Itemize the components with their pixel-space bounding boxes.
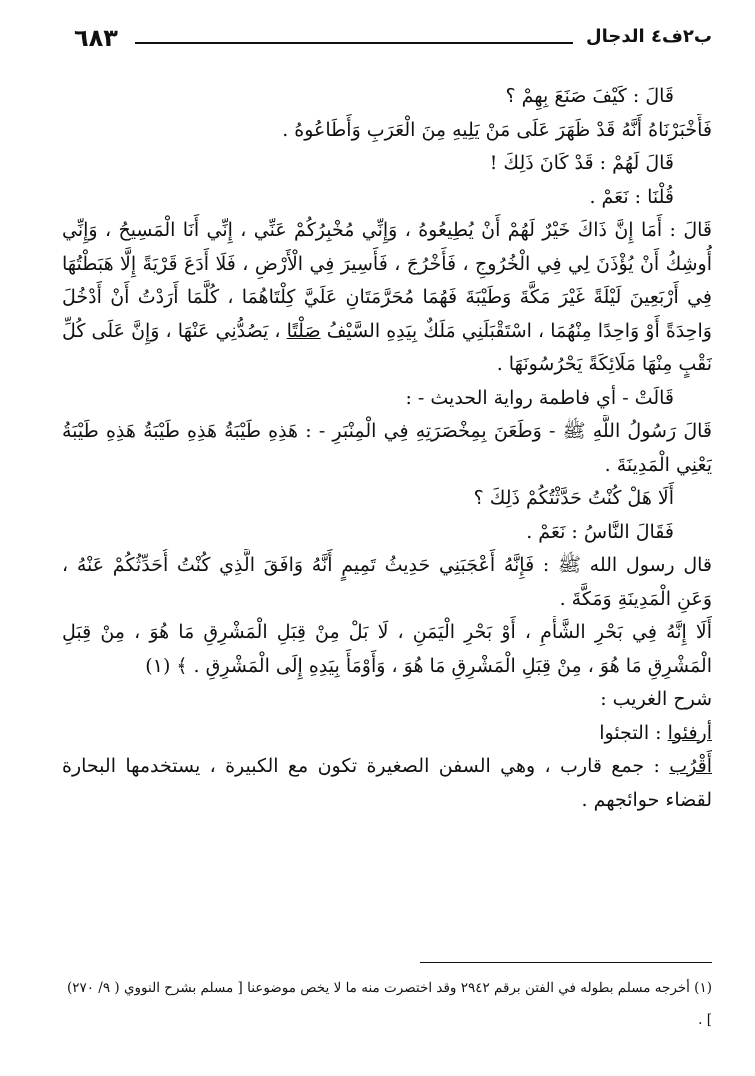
footnote: (١) أخرجه مسلم بطوله في الفتن برقم ٢٩٤٢ وقد اختصرت منه ما لا يخص موضوعنا [ مسلم بشرح النووي ( ٩/ ٢٧٠) ] . <box>66 980 712 1028</box>
paragraph-text: قَالَ : أَمَا إِنَّ ذَاكَ خَيْرٌ لَهُمْ أَنْ يُطِيعُوهُ ، وَإِنِّي مُخْبِرُكُمْ عَنِّي ، إِنِّي أَنَا الْمَسِيحُ ، وَإِنِّي أُوشِكُ أَنْ يُؤْذَنَ لِي فِي الْخُرُوجِ ، فَأَخْرُجَ ، فَأَسِيرَ فِي الْأَرْضِ ، فَلَا أَدَعَ قَرْيَةً إِلَّا هَبَطْتُهَا فِي أَرْبَعِينَ لَيْلَةً غَيْرَ مَكَّةَ وَطَيْبَةَ فَهُمَا مُحَرَّمَتَانِ عَلَيَّ كِلْتَاهُمَا ، كُلَّمَا أَرَدْتُ أَنْ أَدْخُلَ وَاحِدَةً أَوْ وَاحِدًا مِنْهُمَا ، اسْتَقْبَلَنِي مَلَكٌ بِيَدِهِ السَّيْفُ <box>62 219 712 342</box>
footnote-rule <box>420 962 712 963</box>
text-line: فَأَخْبَرْنَاهُ أَنَّهُ قَدْ ظَهَرَ عَلَى مَنْ يَلِيهِ مِنَ الْعَرَبِ وَأَطَاعُوهُ . <box>282 118 712 141</box>
paragraph: قال رسول الله ﷺ : فَإِنَّهُ أَعْجَبَنِي حَدِيثُ تَمِيمٍ أَنَّهُ وَافَقَ الَّذِي كُنْتُ أُحَدِّثُكُمْ عَنْهُ ، وَعَنِ الْمَدِينَةِ وَمَكَّةَ . <box>62 554 712 610</box>
glossary-entry <box>62 750 712 817</box>
text-line: قُلْنَا : نَعَمْ . <box>589 185 674 208</box>
text-line: أَلَا هَلْ كُنْتُ حَدَّثْتُكُمْ ذَلِكَ ؟ <box>473 487 674 509</box>
paragraph: قَالَ رَسُولُ اللَّهِ ﷺ - وَطَعَنَ بِمِخْصَرَتِهِ فِي الْمِنْبَرِ - : هَذِهِ طَيْبَةُ هَذِهِ طَيْبَةُ هَذِهِ طَيْبَةُ يَعْنِي الْمَدِينَةَ . <box>62 420 712 476</box>
text-line: قَالَتْ - أي فاطمة رواية الحديث - : <box>405 386 674 409</box>
text-line: قَالَ : كَيْفَ صَنَعَ بِهِمْ ؟ <box>505 85 674 107</box>
running-title: ب٢ف٤ الدجال <box>586 26 712 47</box>
header-rule <box>135 42 573 44</box>
text-line: قَالَ لَهُمْ : قَدْ كَانَ ذَلِكَ ! <box>489 152 674 174</box>
glossary-entry <box>62 717 712 751</box>
paragraph-text: ، يَصُدُّنِي عَنْهَا ، وَإِنَّ عَلَى كُلِّ نَقْبٍ مِنْهَا مَلَائِكَةً يَحْرُسُونَهَا . <box>62 319 712 375</box>
underlined-word: صَلْتًا <box>286 319 321 342</box>
paragraph: أَلَا إِنَّهُ فِي بَحْرِ الشَّأْمِ ، أَوْ بَحْرِ الْيَمَنِ ، لَا بَلْ مِنْ قِبَلِ الْمَشْرِقِ مَا هُوَ ، مِنْ قِبَلِ الْمَشْرِقِ مَا هُوَ ، مِنْ قِبَلِ الْمَشْرِقِ مَا هُوَ ، وَأَوْمَأَ بِيَدِهِ إِلَى الْمَشْرِقِ . ﴾ (١) <box>62 621 712 677</box>
glossary-term: أَقْرُب <box>669 755 712 777</box>
glossary-definition: : التجئوا <box>599 721 662 744</box>
page-header <box>60 20 712 60</box>
glossary-term: أرفئوا <box>667 721 712 744</box>
section-heading: شرح الغريب : <box>600 688 712 710</box>
page-number: ٦٨٣ <box>74 24 118 52</box>
paragraph <box>62 214 712 382</box>
text-line: فَقَالَ النَّاسُ : نَعَمْ . <box>526 520 674 543</box>
glossary-definition: : جمع قارب ، وهي السفن الصغيرة تكون مع الكبيرة ، يستخدمها البحارة لقضاء حوائجهم . <box>62 755 712 811</box>
body-text <box>62 80 712 817</box>
